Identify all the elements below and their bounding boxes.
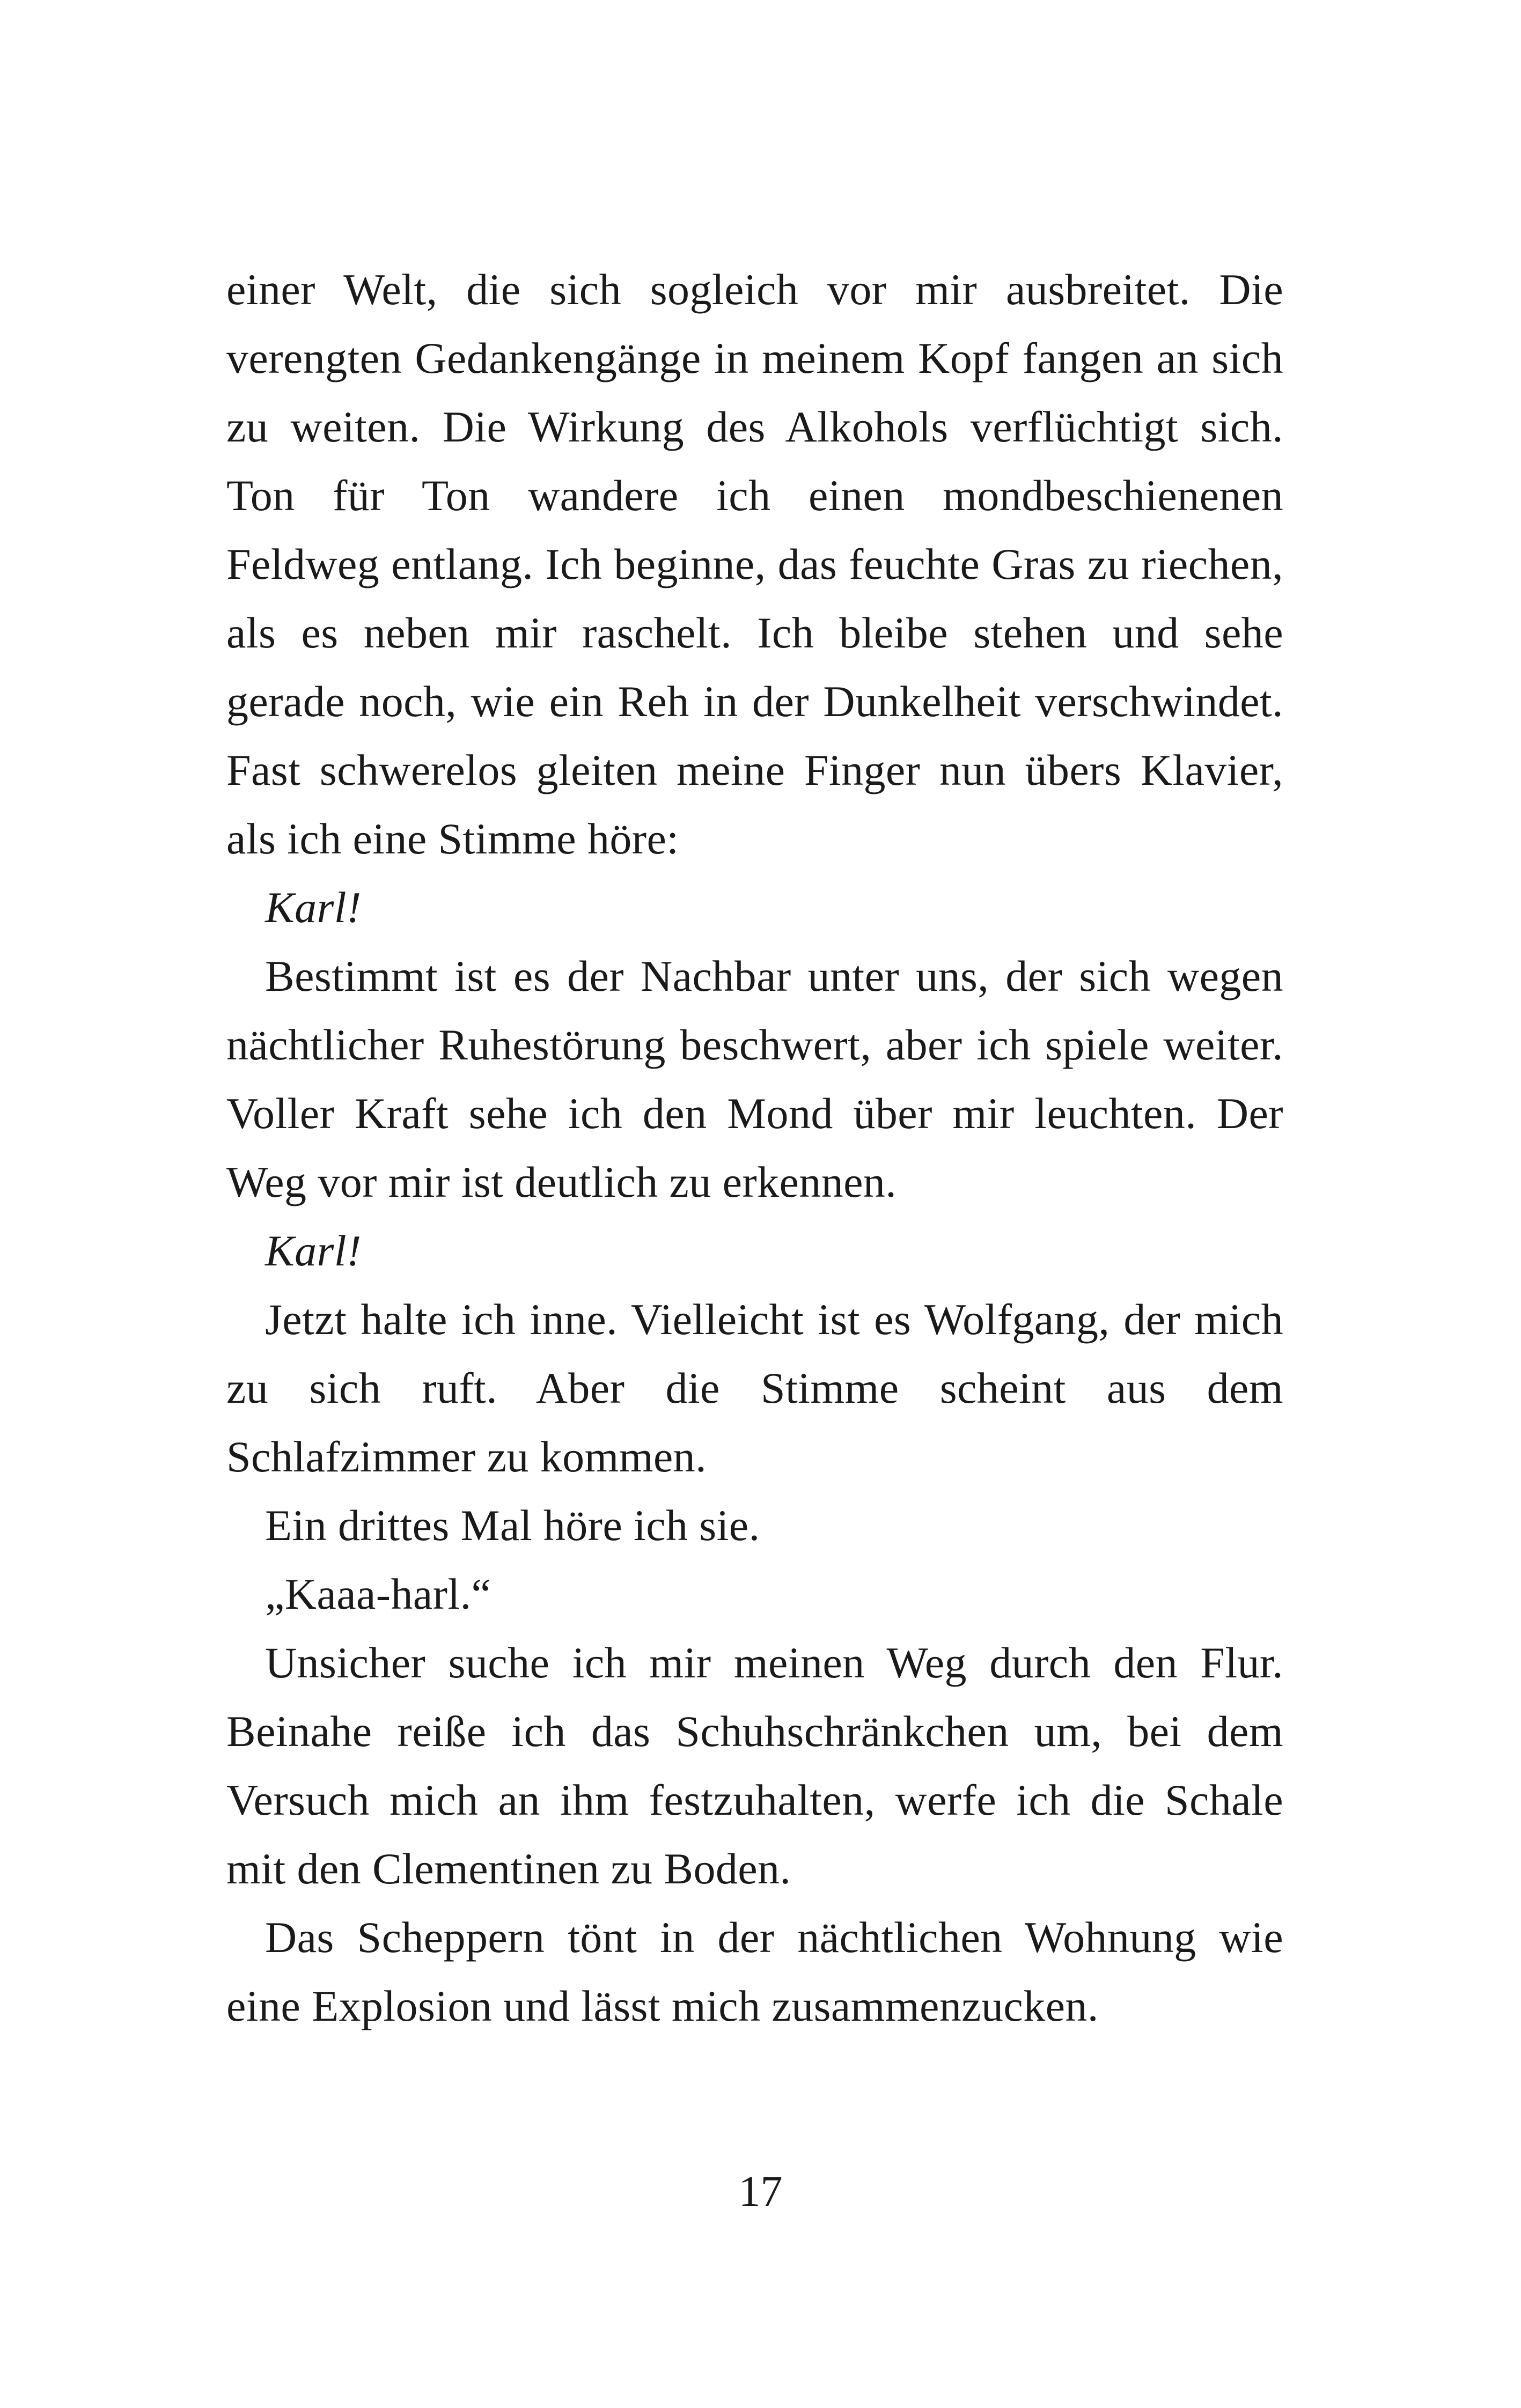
paragraph-continued: einer Welt, die sich sogleich vor mir ausbreitet. Die verengten Gedankengänge in meinem Kopf fangen an sich zu weiten. Die Wirkung des Alkohols verflüchtigt sich. Ton für Ton wandere ich einen mondbeschienenen Feldweg entlang. Ich beginne, das feuchte Gras zu riechen, als es neben mir raschelt. Ich bleibe stehen und sehe gerade noch, wie ein Reh in der Dunkelheit verschwindet. Fast schwerelos gleiten meine Finger nun übers Klavier, als ich eine Stimme höre: (226, 265, 1283, 863)
paragraph-third-time: Ein drittes Mal höre ich sie. (265, 1501, 760, 1550)
paragraph-call-1: Karl! (265, 883, 362, 932)
paragraph-pause: Jetzt halte ich inne. Vielleicht ist es Wolfgang, der mich zu sich ruft. Aber die Stimme scheint aus dem Schlafzimmer zu kommen. (226, 1295, 1283, 1481)
page-number: 17 (738, 2167, 783, 2215)
paragraph-hallway: Unsicher suche ich mir meinen Weg durch den Flur. Beinahe reiße ich das Schuhschränkchen um, bei dem Versuch mich an ihm festzuhalten, werfe ich die Schale mit den Clementinen zu Boden. (226, 1638, 1283, 1893)
paragraph-neighbor: Bestimmt ist es der Nachbar unter uns, der sich wegen nächtlicher Ruhestörung beschwert, aber ich spiele weiter. Voller Kraft sehe ich den Mond über mir leuchten. Der Weg vor mir ist deutlich zu erkennen. (226, 952, 1283, 1206)
paragraph-explosion: Das Scheppern tönt in der nächtlichen Wohnung wie eine Explosion und lässt mich zusammenzucken. (226, 1913, 1283, 2030)
body-text (226, 255, 1283, 2041)
paragraph-call-2: Karl! (265, 1226, 362, 1275)
paragraph-call-3: „Kaaa-harl.“ (265, 1570, 491, 1618)
